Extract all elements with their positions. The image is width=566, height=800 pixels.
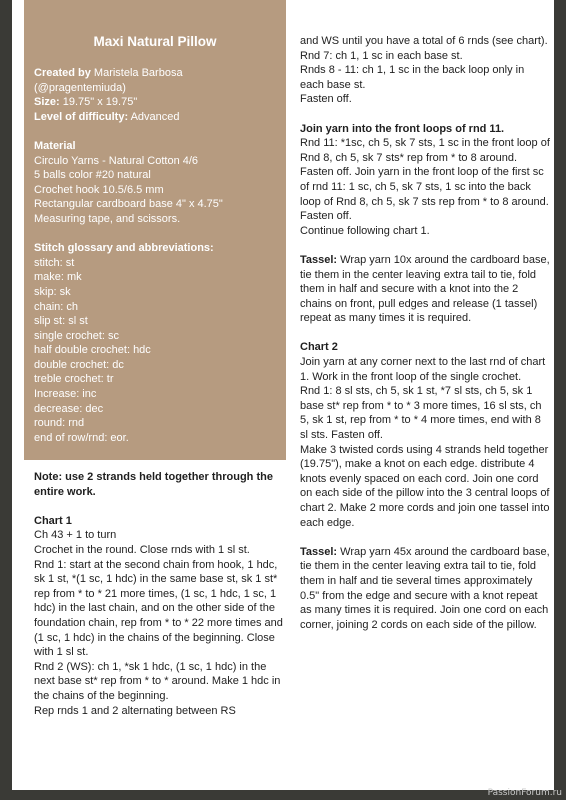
glossary-item: chain: ch: [34, 300, 79, 313]
chart1-line: Rnd 2 (WS): ch 1, *sk 1 hdc, (1 sc, 1 hdc) in the next base st* rep from * to * around. Make 1 hdc in the chains of the beginning.: [34, 660, 281, 702]
chart2-line: Make 3 twisted cords using 4 strands held together (19.75"), make a knot on each edge. distribute 4 knots evenly spaced on each cord. Join one cord on each side of the pillow into the 3 central loops of chart 2. Make 2 more cords and join one tassel into each edge.: [300, 443, 550, 529]
note-text: Note: use 2 strands held together through the entire work.: [34, 471, 273, 498]
material-item: 5 balls color #20 natural: [34, 169, 151, 182]
chart1-line: Rnd 1: start at the second chain from hook, 1 hdc, sk 1 st, *(1 sc, 1 hdc) in the same base st, sk 1 st* rep from * to * 21 more times, (1 sc, 1 hdc, 1 sc, 1 hdc) in the last chain, and on the other side of the foundation chain, rep from * to * 22 more times and (1 sc, 1 hdc) in the chains of the beginning. Close with 1 sl st.: [34, 558, 283, 659]
glossary-item: decrease: dec: [34, 402, 104, 415]
intro-details: [34, 66, 282, 445]
instruction-line: Fasten off.: [300, 93, 352, 106]
instruction-line: Rnds 8 - 11: ch 1, 1 sc in the back loop only in each base st.: [300, 64, 525, 91]
tassel-text: Wrap yarn 10x around the cardboard base, tie them in the center leaving extra tail to tie, fold them in half and secure with a knot into the 2 chains on front, pull edges and release (1 tassel) repeat as many times it is required.: [300, 253, 550, 325]
glossary-item: Increase: inc: [34, 388, 97, 401]
join-line: Continue following chart 1.: [300, 224, 430, 237]
chart1-heading: Chart 1: [34, 514, 72, 527]
chart2-line: Join yarn at any corner next to the last rnd of chart 1. Work in the front loop of the single crochet.: [300, 356, 546, 383]
glossary-item: make: mk: [34, 271, 82, 284]
created-by-line: [34, 66, 282, 81]
glossary-item: half double crochet: hdc: [34, 344, 151, 357]
glossary-item: double crochet: dc: [34, 358, 124, 371]
size-value: 19.75" x 19.75": [59, 96, 138, 109]
left-column: [34, 470, 290, 718]
designer-handle: (@pragentemiuda): [34, 81, 126, 94]
chart1-line: Crochet in the round. Close rnds with 1 sl st.: [34, 543, 250, 556]
glossary-heading: Stitch glossary and abbreviations:: [34, 242, 214, 255]
size-line: [34, 95, 282, 110]
right-column: [300, 34, 550, 632]
created-by-label: Created by: [34, 67, 91, 79]
material-item: Rectangular cardboard base 4" x 4.75": [34, 198, 223, 211]
glossary-item: slip st: sl st: [34, 315, 88, 328]
glossary-item: treble crochet: tr: [34, 373, 114, 386]
glossary-item: single crochet: sc: [34, 329, 119, 342]
glossary-item: round: rnd: [34, 417, 85, 430]
glossary-item: skip: sk: [34, 285, 71, 298]
tassel-text: Wrap yarn 45x around the cardboard base, tie them in the center leaving extra tail to tie, fold them in half and tie several times approximately 0.5" from the edge and secure with a knot repeat as many times it is required. Join one cord on each corner, joining 2 cords on each side of the pillow.: [300, 545, 550, 631]
intro-box: [24, 0, 286, 460]
difficulty-value: Advanced: [128, 110, 180, 123]
site-watermark: PassionForum.ru: [487, 788, 562, 798]
join-line: Rnd 11: *1sc, ch 5, sk 7 sts, 1 sc in the front loop of Rnd 8, ch 5, sk 7 sts* rep from * to 8 around. Fasten off. Join yarn in the front loop of the first sc of rnd 11: 1 sc, ch 5, sk 7 sts, 1 sc into the back loop of Rnd 8, ch 5, sk 7 sts rep from * to 8 around. Fasten off.: [300, 137, 550, 223]
glossary-item: end of row/rnd: eor.: [34, 431, 129, 444]
size-label: Size:: [34, 96, 60, 109]
tassel-paragraph: [300, 253, 550, 326]
difficulty-line: [34, 110, 282, 125]
join-heading: Join yarn into the front loops of rnd 11.: [300, 122, 505, 135]
difficulty-label: Level of difficulty:: [34, 110, 129, 123]
created-by-value: Maristela Barbosa: [90, 67, 183, 79]
chart1-line: Rep rnds 1 and 2 alternating between RS: [34, 704, 236, 717]
pattern-page: [12, 0, 554, 790]
tassel-label: Tassel:: [300, 253, 338, 266]
chart2-line: Rnd 1: 8 sl sts, ch 5, sk 1 st, *7 sl sts, ch 5, sk 1 base st* rep from * to * 3 more times, 16 sl sts, ch 5, sk 1 st, rep from * to * 4 more times, end with 8 sl sts. Fasten off.: [300, 385, 542, 442]
material-item: Measuring tape, and scissors.: [34, 212, 181, 225]
chart2-heading: Chart 2: [300, 341, 338, 354]
tassel-paragraph: [300, 545, 550, 633]
material-item: Crochet hook 10.5/6.5 mm: [34, 183, 164, 196]
instruction-line: Rnd 7: ch 1, 1 sc in each base st.: [300, 49, 463, 62]
instruction-line: and WS until you have a total of 6 rnds (see chart).: [300, 35, 548, 47]
chart1-line: Ch 43 + 1 to turn: [34, 529, 117, 542]
material-heading: Material: [34, 139, 76, 152]
pattern-title: Maxi Natural Pillow: [93, 34, 217, 49]
tassel-label: Tassel:: [300, 545, 338, 558]
glossary-item: stitch: st: [34, 256, 75, 269]
material-item: Circulo Yarns - Natural Cotton 4/6: [34, 154, 199, 167]
